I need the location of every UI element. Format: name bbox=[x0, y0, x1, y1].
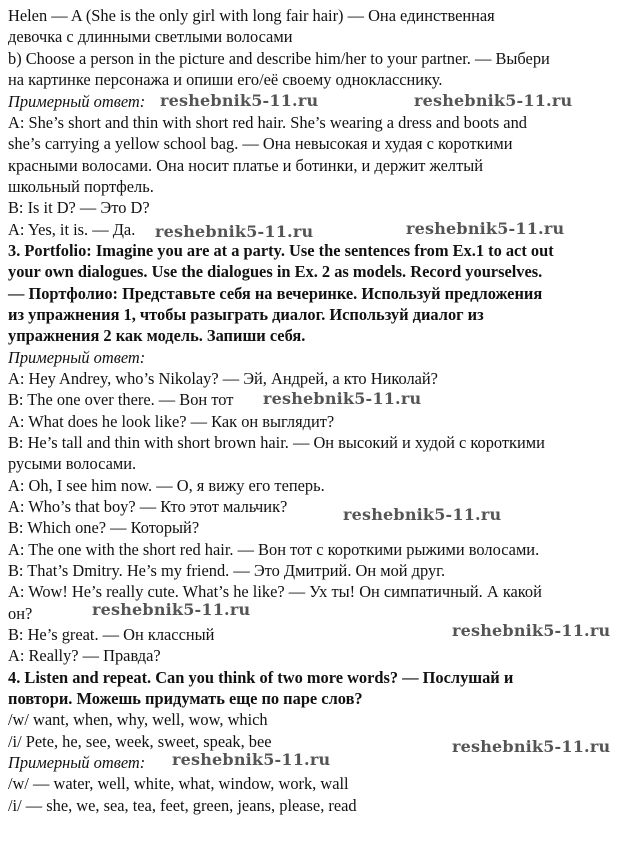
text-line: он? bbox=[8, 604, 33, 623]
text-line: A: Wow! He’s really cute. What’s he like? — Ух ты! Он симпатичный. А какой bbox=[8, 582, 542, 601]
text-line: B: That’s Dmitry. He’s my friend. — Это Дмитрий. Он мой друг. bbox=[8, 561, 446, 580]
exercise-heading: 3. Portfolio: Imagine you are at a party. Use the sentences from Ex.1 to act out bbox=[8, 241, 554, 260]
text-line: A: She’s short and thin with short red hair. She’s wearing a dress and boots and bbox=[8, 113, 527, 132]
text-line: B: Which one? — Который? bbox=[8, 518, 200, 537]
exercise-heading: 4. Listen and repeat. Can you think of two more words? — Послушай и bbox=[8, 668, 514, 687]
text-line: на картинке персонажа и опиши его/её своему однокласснику. bbox=[8, 70, 443, 89]
text-line: A: Really? — Правда? bbox=[8, 646, 161, 665]
exercise-heading: повтори. Можешь придумать еще по паре слов? bbox=[8, 689, 363, 708]
text-line: /w/ — water, well, white, what, window, work, wall bbox=[8, 774, 349, 793]
watermark-text: reshebnik5-11.ru bbox=[172, 750, 331, 769]
text-line: A: The one with the short red hair. — Вон тот с короткими рыжими волосами. bbox=[8, 540, 540, 559]
watermark-text: reshebnik5-11.ru bbox=[92, 600, 251, 619]
text-line: русыми волосами. bbox=[8, 454, 137, 473]
watermark-text: reshebnik5-11.ru bbox=[343, 505, 502, 524]
exercise-heading: — Портфолио: Представьте себя на вечеринке. Используй предложения bbox=[8, 284, 543, 303]
exercise-heading: упражнения 2 как модель. Запиши себя. bbox=[8, 326, 306, 345]
text-line: девочка с длинными светлыми волосами bbox=[8, 27, 293, 46]
watermark-text: reshebnik5-11.ru bbox=[452, 737, 611, 756]
text-line: Helen — A (She is the only girl with long fair hair) — Она единственная bbox=[8, 6, 495, 25]
text-line: A: What does he look like? — Как он выглядит? bbox=[8, 412, 335, 431]
text-line: B: Is it D? — Это D? bbox=[8, 198, 150, 217]
watermark-text: reshebnik5-11.ru bbox=[263, 389, 422, 408]
watermark-text: reshebnik5-11.ru bbox=[155, 222, 314, 241]
watermark-text: reshebnik5-11.ru bbox=[160, 91, 319, 110]
watermark-text: reshebnik5-11.ru bbox=[452, 621, 611, 640]
text-line: A: Hey Andrey, who’s Nikolay? — Эй, Андрей, а кто Николай? bbox=[8, 369, 438, 388]
text-line: A: Who’s that boy? — Кто этот мальчик? bbox=[8, 497, 288, 516]
sample-answer-label: Примерный ответ: bbox=[8, 753, 146, 772]
text-line: B: The one over there. — Вон тот bbox=[8, 390, 234, 409]
text-line: she’s carrying a yellow school bag. — Она невысокая и худая с короткими bbox=[8, 134, 513, 153]
text-line: B: He’s tall and thin with short brown hair. — Он высокий и худой с короткими bbox=[8, 433, 545, 452]
watermark-text: reshebnik5-11.ru bbox=[406, 219, 565, 238]
text-line: школьный портфель. bbox=[8, 177, 154, 196]
sample-answer-label: Примерный ответ: bbox=[8, 92, 146, 111]
text-line: /i/ — she, we, sea, tea, feet, green, jeans, please, read bbox=[8, 796, 357, 815]
text-line: красными волосами. Она носит платье и ботинки, и держит желтый bbox=[8, 156, 484, 175]
exercise-heading: из упражнения 1, чтобы разыграть диалог. Используй диалог из bbox=[8, 305, 484, 324]
sample-answer-label: Примерный ответ: bbox=[8, 348, 146, 367]
exercise-heading: your own dialogues. Use the dialogues in Ex. 2 as models. Record yourselves. bbox=[8, 262, 543, 281]
text-line: B: He’s great. — Он классный bbox=[8, 625, 215, 644]
watermark-text: reshebnik5-11.ru bbox=[414, 91, 573, 110]
text-line: /w/ want, when, why, well, wow, which bbox=[8, 710, 268, 729]
text-line: A: Yes, it is. — Да. bbox=[8, 220, 136, 239]
text-line: A: Oh, I see him now. — О, я вижу его теперь. bbox=[8, 476, 325, 495]
text-line: b) Choose a person in the picture and describe him/her to your partner. — Выбери bbox=[8, 49, 550, 68]
text-line: /i/ Pete, he, see, week, sweet, speak, bee bbox=[8, 732, 272, 751]
